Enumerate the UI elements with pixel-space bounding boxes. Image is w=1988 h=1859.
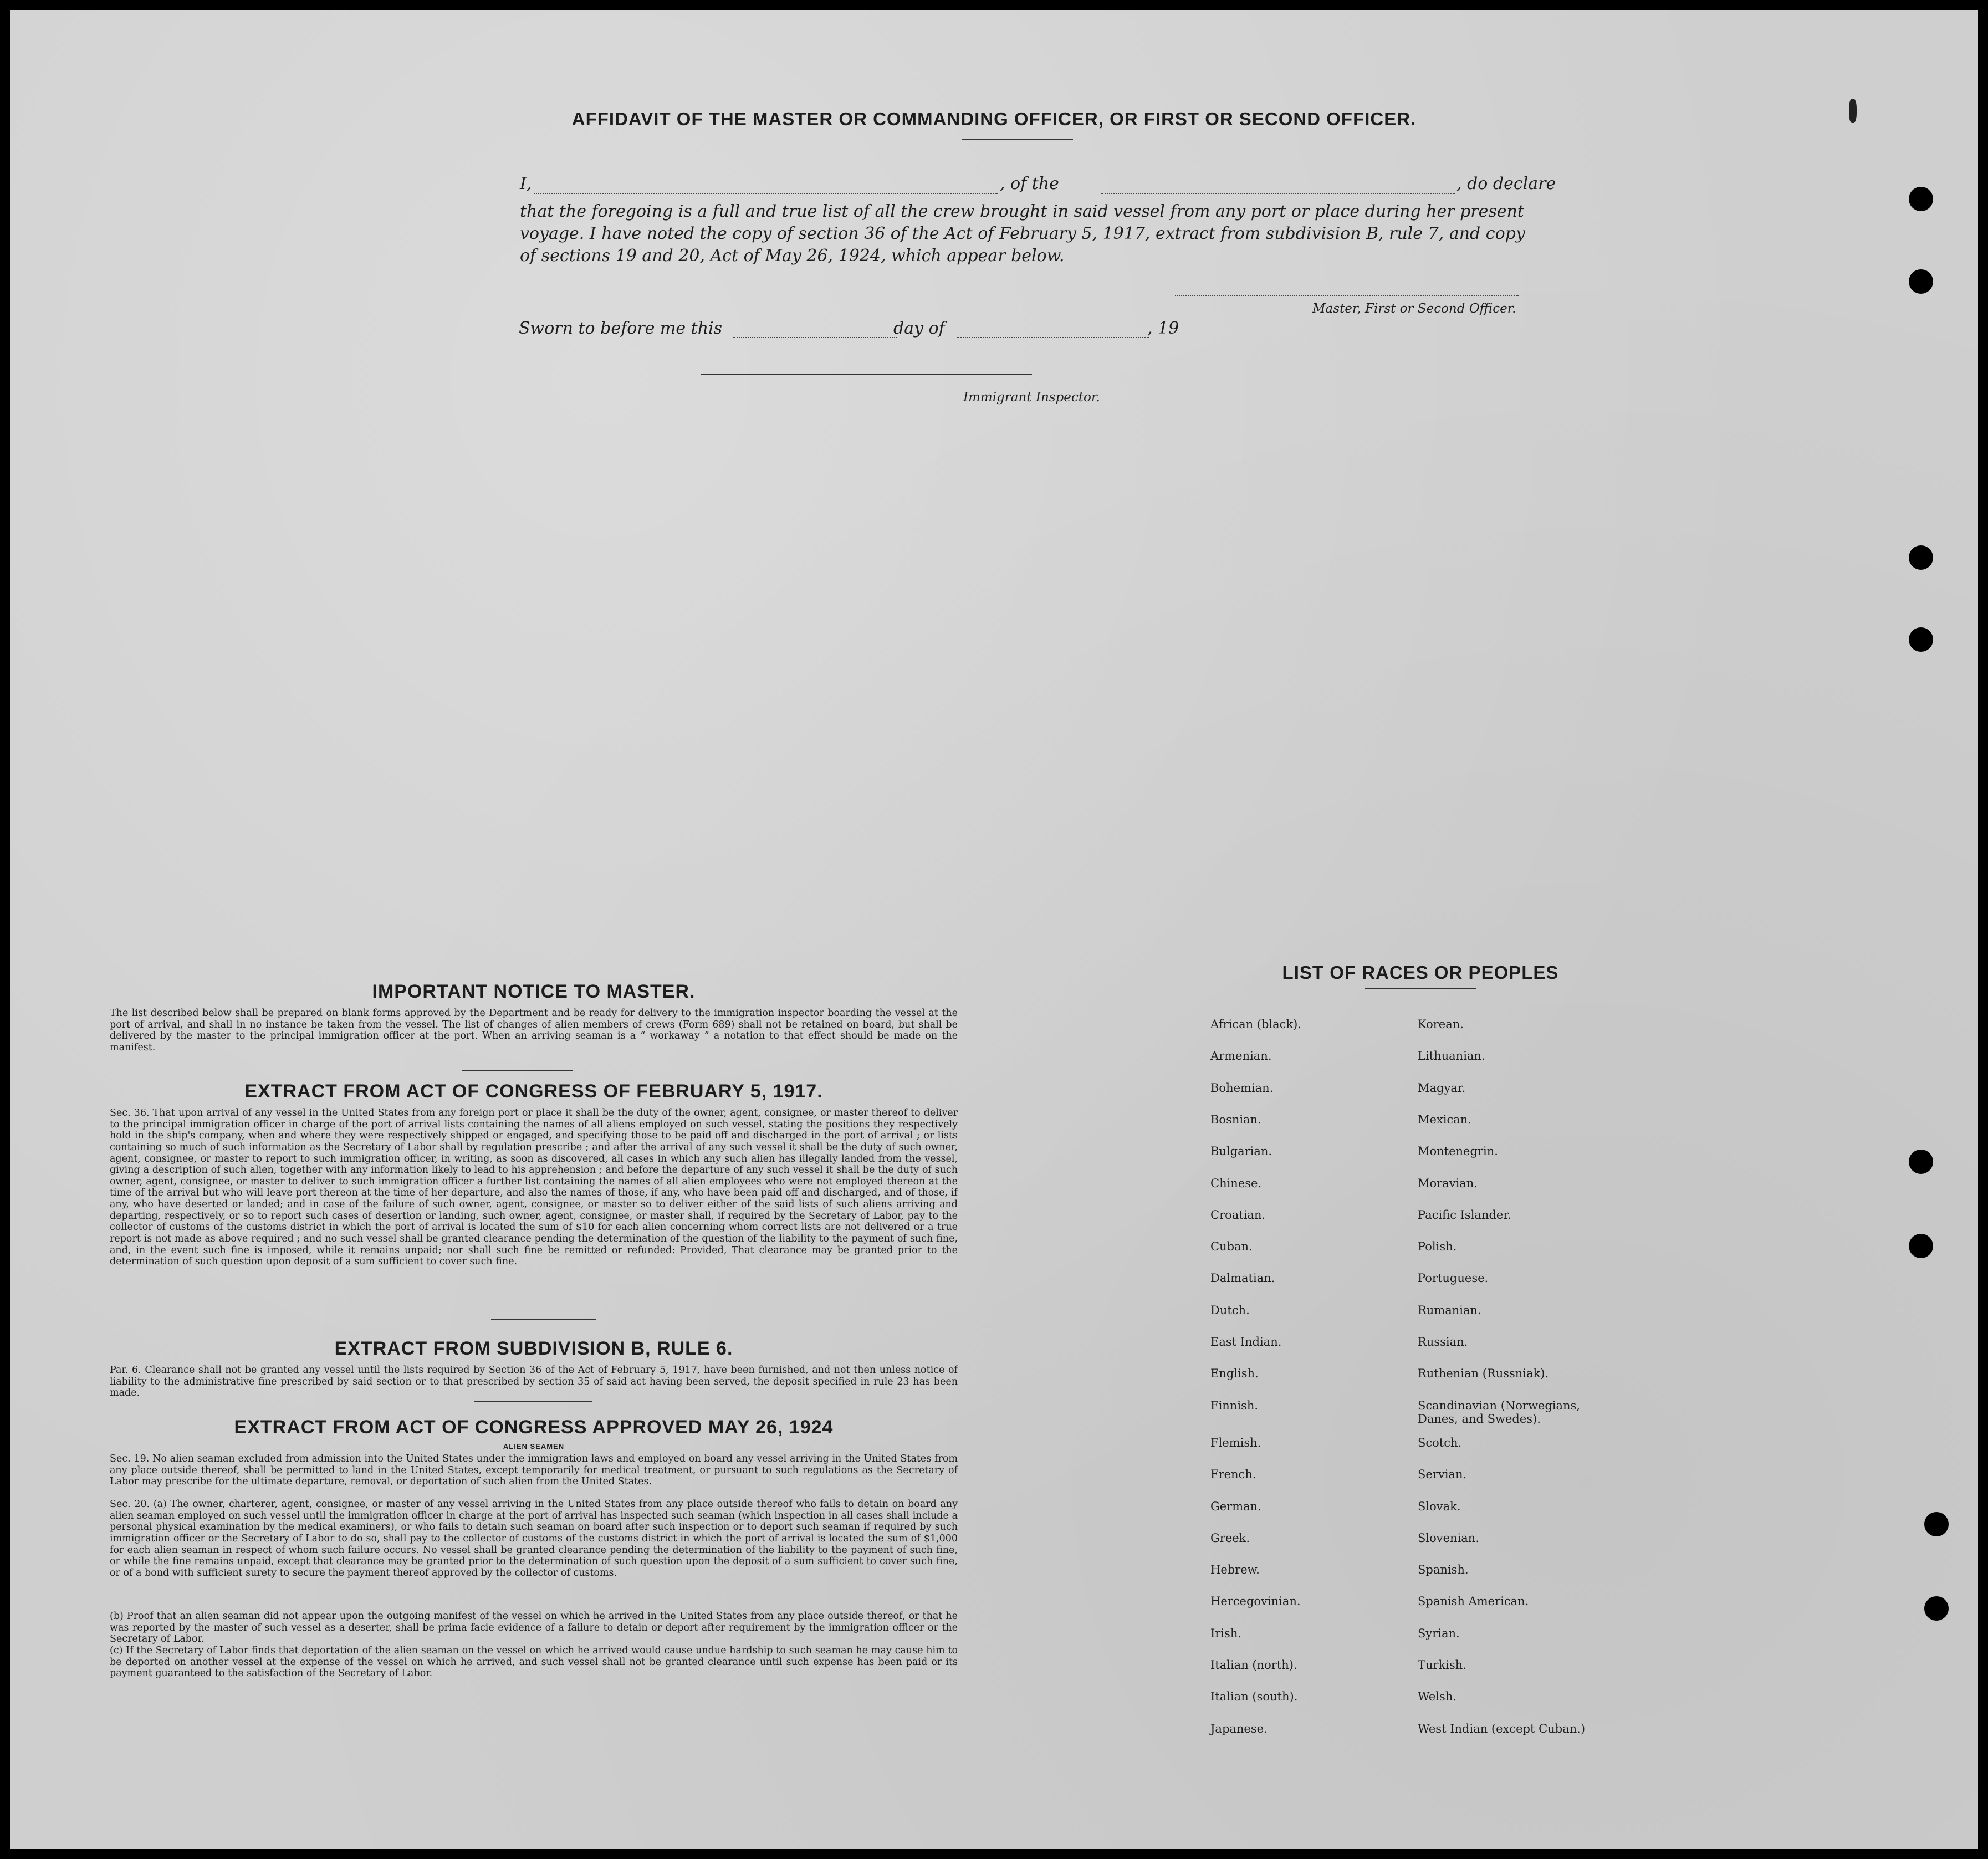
race-item: Spanish.: [1418, 1563, 1469, 1577]
race-item: Bosnian.: [1210, 1112, 1261, 1126]
race-item: Polish.: [1418, 1240, 1457, 1254]
race-item: Chinese.: [1210, 1176, 1262, 1190]
alien-seamen-subtitle: ALIEN SEAMEN: [503, 1442, 565, 1451]
paper-sheet: [10, 10, 1978, 1849]
rule6-text: Par. 6. Clearance shall not be granted any vessel until the lists required by Section 36 of the Act of February 5, 1917, have been furnished, and not then unless notice of liability to the administrative fine prescribed by said section or to that prescribed by section 35 of said act having been served, the deposit specified in rule 23 has been made.: [110, 1365, 958, 1399]
race-item: Dutch.: [1210, 1303, 1250, 1317]
notice-divider: [462, 1070, 573, 1071]
declare-label: , do declare: [1456, 174, 1556, 193]
master-signature-line: [1175, 295, 1519, 296]
races-title-underline: [1365, 988, 1476, 989]
race-item: Scandinavian (Norwegians, Danes, and Swedes).: [1418, 1398, 1581, 1426]
name-blank-line: [534, 193, 998, 194]
sworn-day-blank: [733, 337, 897, 338]
punch-hole: [1909, 269, 1933, 294]
punch-hole: [1909, 1234, 1933, 1258]
race-item: Finnish.: [1210, 1398, 1259, 1412]
day-of-label: day of: [893, 319, 945, 338]
year-label: , 19: [1147, 319, 1179, 338]
extract-1924-sec20a: Sec. 20. (a) The owner, charterer, agent, consignee, or master of any vessel arriving in the United States from any place outside thereof who fails to detain on board any alien seaman employed on such vessel until the immigration officer in charge at the port of arrival has inspected such seaman (which inspection in all cases shall include a personal physical examination by the medical examiners), or who fails to detain such seaman on board after such inspection or to deport such seaman if required by such immigration officer or the Secretary of Labor to do so, shall pay to the collector of customs of the customs district in which the port of arrival is located the sum of $1,000 for each alien seaman in respect of whom such failure occurs. No vessel shall be granted clearance pending the determination of the liability to the payment of such fine, or while the fine remains unpaid, except that clearance may be granted prior to the determination of such question upon the deposit of a sum sufficient to cover such fine, or of a bond with sufficient surety to secure the payment thereof approved by the collector of customs.: [110, 1499, 958, 1579]
of-the-label: , of the: [1000, 174, 1059, 193]
race-item: Greek.: [1210, 1531, 1250, 1545]
race-item: Slovenian.: [1418, 1531, 1479, 1545]
race-item: Italian (south).: [1210, 1690, 1298, 1704]
races-title: LIST OF RACES OR PEOPLES: [1282, 962, 1559, 983]
month-blank: [957, 337, 1149, 338]
race-item: Turkish.: [1418, 1658, 1466, 1672]
race-item: French.: [1210, 1468, 1256, 1482]
race-item: Cuban.: [1210, 1240, 1253, 1254]
race-item: Lithuanian.: [1418, 1049, 1485, 1063]
extract-1924-title: EXTRACT FROM ACT OF CONGRESS APPROVED MAY 26, 1924: [234, 1417, 834, 1438]
race-item: Magyar.: [1418, 1081, 1466, 1095]
notice-title: IMPORTANT NOTICE TO MASTER.: [372, 981, 696, 1002]
race-item: Montenegrin.: [1418, 1145, 1498, 1158]
rule6-title: EXTRACT FROM SUBDIVISION B, RULE 6.: [334, 1338, 733, 1359]
race-item: Ruthenian (Russniak).: [1418, 1367, 1549, 1381]
punch-hole: [1924, 1512, 1949, 1536]
punch-hole: [1909, 545, 1933, 570]
race-item: Portuguese.: [1418, 1271, 1489, 1285]
race-item: Dalmatian.: [1210, 1271, 1275, 1285]
race-item: Servian.: [1418, 1468, 1467, 1482]
affidavit-first-line: [520, 174, 1562, 196]
affidavit-body-line-3: of sections 19 and 20, Act of May 26, 1924, which appear below.: [520, 246, 1065, 265]
punch-hole: [1924, 1596, 1949, 1621]
extract-1917-title: EXTRACT FROM ACT OF CONGRESS OF FEBRUARY 5, 1917.: [244, 1081, 823, 1102]
race-item: Russian.: [1418, 1335, 1468, 1349]
inspector-label: Immigrant Inspector.: [963, 390, 1100, 405]
extract-1924-sec19: Sec. 19. No alien seaman excluded from admission into the United States under the immigration laws and employed on board any vessel arriving in the United States from any place outside thereof, shall be permitted to land in the United States, except temporarily for medical treatment, or pursuant to such regulations as the Secretary of Labor may prescribe for the ultimate departure, removal, or deportation of such alien from the United States.: [110, 1453, 958, 1488]
race-item: English.: [1210, 1367, 1259, 1381]
race-item: Bohemian.: [1210, 1081, 1274, 1095]
race-item: Hebrew.: [1210, 1563, 1260, 1577]
race-item: Korean.: [1418, 1018, 1464, 1031]
punch-hole: [1909, 187, 1933, 211]
extract-1924-sec20b: (b) Proof that an alien seaman did not appear upon the outgoing manifest of the vessel on which he arrived in the United States from any place outside thereof, or that he was reported by the master of such vessel as a deserter, shall be prima facie evidence of a failure to detain or deport after requirement by the immigration officer or the Secretary of Labor.: [110, 1611, 958, 1645]
punch-hole: [1909, 1150, 1933, 1174]
race-item: Pacific Islander.: [1418, 1208, 1511, 1222]
race-item: German.: [1210, 1499, 1261, 1513]
race-item: Mexican.: [1418, 1112, 1471, 1126]
race-item: Moravian.: [1418, 1176, 1478, 1190]
race-item: West Indian (except Cuban.): [1418, 1722, 1586, 1735]
race-item: Scotch.: [1418, 1436, 1462, 1449]
title-underline: [962, 139, 1073, 140]
notice-text: The list described below shall be prepared on blank forms approved by the Department and be ready for delivery to the immigration inspector boarding the vessel at the port of arrival, and shall in no instance be taken from the vessel. The list of changes of alien members of crews (Form 689) shall not be retained on board, but shall be delivered by the master to the principal immigration officer at the port. When an arriving seaman is a “ workaway ” a notation to that effect should be made on the manifest.: [110, 1008, 958, 1053]
rule6-divider: [474, 1401, 592, 1402]
affidavit-body-line-1: that the foregoing is a full and true list of all the crew brought in said vessel from any port or place during her present: [520, 202, 1524, 221]
vessel-blank-line: [1101, 193, 1455, 194]
race-item: Irish.: [1210, 1626, 1242, 1640]
race-item: Japanese.: [1210, 1722, 1268, 1735]
master-signature-label: Master, First or Second Officer.: [1312, 302, 1516, 316]
race-item: Armenian.: [1210, 1049, 1272, 1063]
race-item: Italian (north).: [1210, 1658, 1297, 1672]
affidavit-title: AFFIDAVIT OF THE MASTER OR COMMANDING OFFICER, OR FIRST OR SECOND OFFICER.: [571, 109, 1417, 129]
sworn-label: Sworn to before me this: [519, 319, 723, 338]
race-item: Flemish.: [1210, 1436, 1261, 1449]
race-item: Rumanian.: [1418, 1303, 1481, 1317]
race-item: Bulgarian.: [1210, 1145, 1272, 1158]
race-item: African (black).: [1210, 1018, 1302, 1031]
race-item: Welsh.: [1418, 1690, 1456, 1704]
scan-mark: [1849, 99, 1857, 123]
punch-hole: [1909, 627, 1933, 652]
race-item: Syrian.: [1418, 1626, 1460, 1640]
race-item: Slovak.: [1418, 1499, 1461, 1513]
race-item: Croatian.: [1210, 1208, 1266, 1222]
i-label: I,: [520, 174, 532, 193]
race-item: East Indian.: [1210, 1335, 1282, 1349]
extract-1924-sec20c: (c) If the Secretary of Labor finds that deportation of the alien seaman on the vessel on which he arrived would cause undue hardship to such seaman he may cause him to be deported on another vessel at the expense of the vessel on which he arrived, and such vessel shall not be granted clearance until such expense has been paid or its payment guaranteed to the satisfaction of the Secretary of Labor.: [110, 1645, 958, 1679]
inspector-signature-line: [701, 374, 1032, 375]
affidavit-body-line-2: voyage. I have noted the copy of section 36 of the Act of February 5, 1917, extract from subdivision B, rule 7, and copy: [520, 224, 1525, 243]
race-item: Hercegovinian.: [1210, 1595, 1301, 1608]
race-item: Spanish American.: [1418, 1595, 1529, 1608]
extract-1917-divider: [491, 1319, 596, 1320]
extract-1917-text: Sec. 36. That upon arrival of any vessel in the United States from any foreign port or place it shall be the duty of the owner, agent, consignee, or master thereof to deliver to the principal immigration officer in charge of the port of arrival lists containing the names of all aliens employed on such vessel, stating the positions they respectively hold in the ship's company, when and where they were respectively shipped or engaged, and specifying those to be paid off and discharged in the port of arrival ; or lists containing so much of such information as the Secretary of Labor shall by regulation prescribe ; and after the arrival of any such vessel it shall be the duty of such owner, agent, consignee, or master to report to such immigration officer, in writing, as soon as discovered, all cases in which any such alien has illegally landed from the vessel, giving a description of such alien, together with any information likely to lead to his apprehension ; and before the departure of any such vessel it shall be the duty of such owner, agent, consignee, or master to deliver to such immigration officer a further list containing the names of all alien employees who were not employed thereon at the time of the arrival but who will leave port thereon at the time of her departure, and also the names of those, if any, who have been paid off and discharged, and of those, if any, who have deserted or landed; and in case of the failure of such owner, agent, consignee, or master so to deliver either of the said lists of such aliens arriving and departing, respectively, or so to report such cases of desertion or landing, such owner, agent, consignee, or master shall, if required by the Secretary of Labor, pay to the collector of customs of the customs district in which the port of arrival is located the sum of $10 for each alien concerning whom correct lists are not delivered or a true report is not made as above required ; and no such vessel shall be granted clearance pending the determination of the question of the liability to the payment of such fine, and, in the event such fine is imposed, while it remains unpaid; nor shall such fine be remitted or refunded: Provided, That clearance may be granted prior to the determination of such question upon deposit of a sum sufficient to cover such fine.: [110, 1107, 958, 1268]
